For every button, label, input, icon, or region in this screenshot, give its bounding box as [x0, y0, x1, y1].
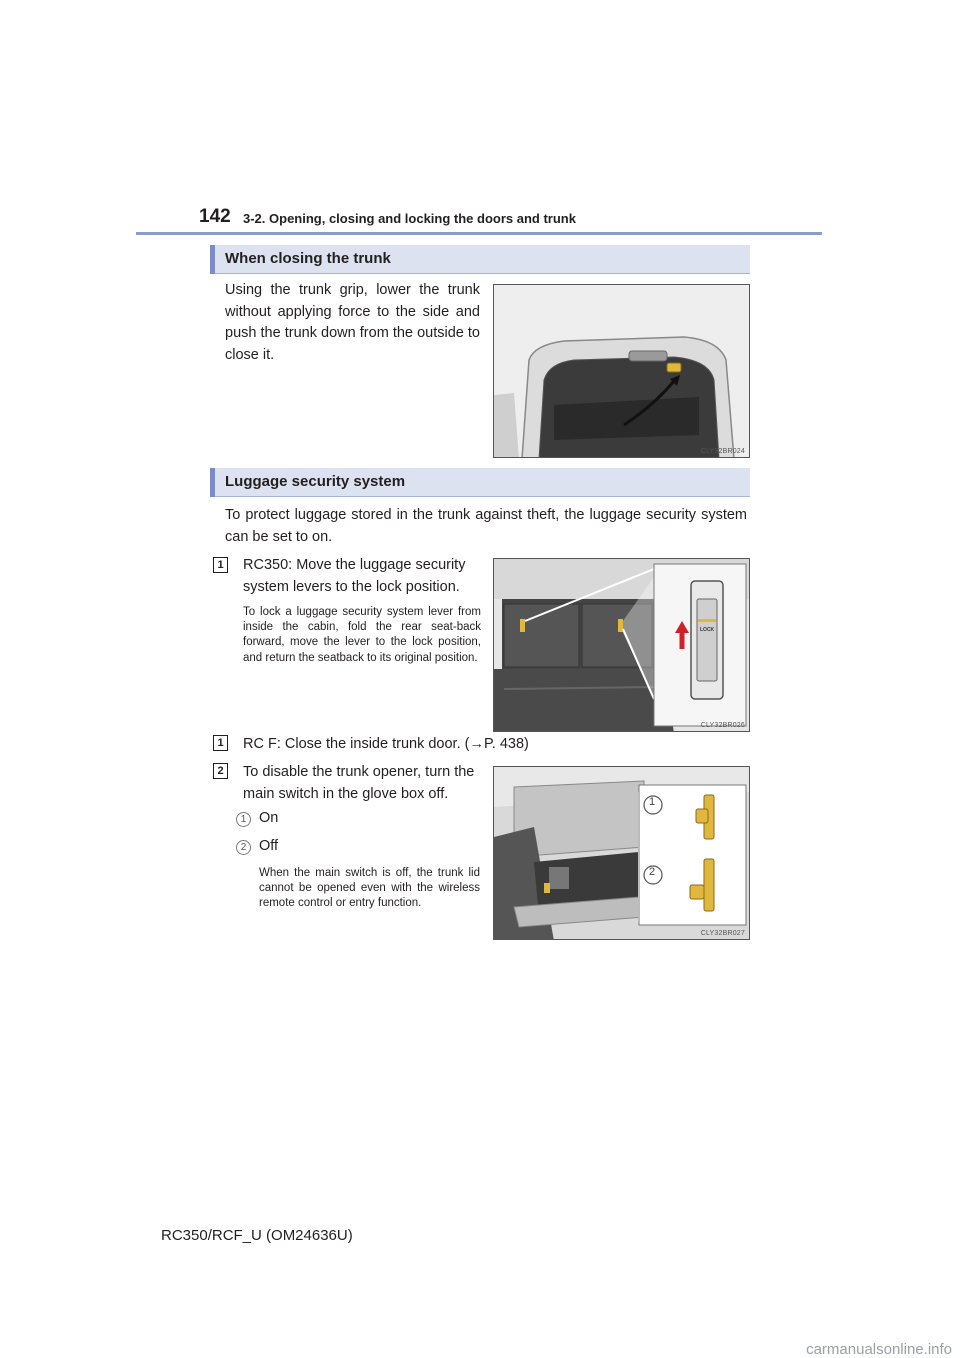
luggage-security-heading-band	[210, 468, 750, 497]
option-number-1: 1	[236, 812, 251, 827]
figure-code: CLY32BR027	[700, 930, 745, 937]
closing-trunk-heading-band	[210, 245, 750, 274]
option-number-2: 2	[236, 840, 251, 855]
step2-note: When the main switch is off, the trunk lid cannot be opened even with the wireless remote control or entry function.	[259, 867, 480, 910]
page-number: 142	[199, 206, 231, 227]
figure-code: CLY32BR024	[700, 448, 745, 455]
figure-callout-1: 1	[649, 796, 656, 808]
step-number-2: 2	[213, 763, 228, 779]
footer-model: RC350/RCF_U (OM24636U)	[161, 1227, 353, 1244]
luggage-lever-figure	[493, 558, 750, 732]
glove-box-switch-figure	[493, 766, 750, 940]
option-on-label: On	[259, 810, 279, 826]
figure-code: CLY32BR026	[700, 722, 745, 729]
step-number-1b: 1	[213, 735, 228, 751]
lock-label: LOCK	[700, 627, 715, 633]
step1-note: To lock a luggage security system lever from inside the cabin, fold the rear seat-back forward, move the lever to the lock position, and return the seatback to its original position.	[243, 606, 481, 664]
step1-text: RC350: Move the luggage security system levers to the lock position.	[243, 557, 466, 595]
trunk-closing-illustration	[494, 285, 750, 458]
step-number-1: 1	[213, 557, 228, 573]
luggage-security-heading: Luggage security system	[225, 473, 406, 490]
luggage-lever-illustration	[494, 559, 750, 732]
trunk-closing-figure	[493, 284, 750, 458]
watermark: carmanualsonline.info	[806, 1341, 952, 1358]
closing-trunk-text: Using the trunk grip, lower the trunk without applying force to the side and push the trunk down from the outside to close it.	[225, 282, 480, 363]
luggage-security-intro: To protect luggage stored in the trunk against theft, the luggage security system can be set to on.	[225, 507, 747, 545]
figure-callout-2: 2	[649, 866, 656, 878]
option-off-label: Off	[259, 838, 279, 854]
step1b-text: RC F: Close the inside trunk door. (→P. 438)	[243, 736, 529, 752]
section-title: 3-2. Opening, closing and locking the doors and trunk	[243, 211, 576, 226]
closing-trunk-heading: When closing the trunk	[225, 250, 391, 267]
glove-box-switch-illustration	[494, 767, 750, 940]
header-rule	[136, 232, 822, 235]
step2-text: To disable the trunk opener, turn the main switch in the glove box off.	[243, 764, 475, 802]
